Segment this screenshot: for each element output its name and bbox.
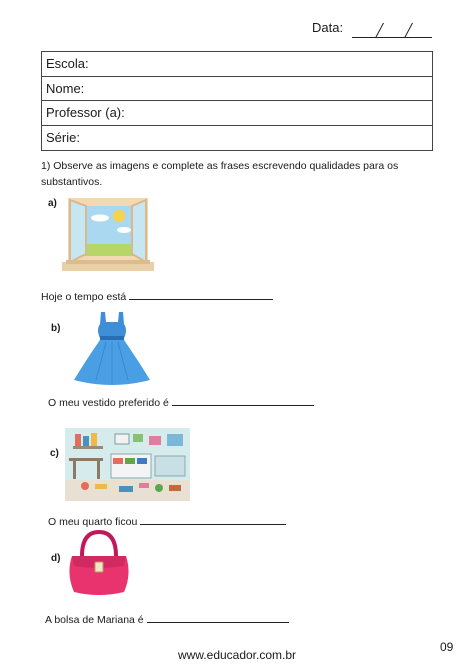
school-field[interactable] [42,52,432,77]
item-b-text: O meu vestido preferido é [48,397,169,409]
name-label: Nome: [46,80,85,96]
item-d-sentence [45,613,289,626]
item-d-letter: d) [51,553,61,564]
footer-url[interactable]: www.educador.com.br [177,648,297,662]
teacher-label: Professor (a): [46,105,125,120]
item-b-sentence [48,396,314,409]
exercise-instruction: 1) Observe as imagens e complete as frases escrevendo qualidades para os substantivos. [41,160,399,188]
item-c-text: O meu quarto ficou [48,516,138,528]
date-field[interactable] [352,37,432,38]
school-label: Escola: [46,56,89,71]
item-c-answer-blank[interactable] [140,515,286,525]
item-c-letter: c) [50,448,59,459]
name-field[interactable] [42,77,432,102]
grade-label: Série: [46,129,80,145]
date-separator-2 [404,23,413,38]
date-separator-1 [375,23,384,38]
item-a-text: Hoje o tempo está [41,291,127,303]
student-info-table [41,51,433,151]
item-a-letter: a) [48,198,57,209]
window-sunny-icon [62,196,154,274]
item-d-answer-blank[interactable] [147,613,289,623]
item-a-sentence [41,290,273,303]
date-label: Data: [312,20,344,35]
item-c-sentence [48,515,286,528]
item-a-answer-blank[interactable] [129,290,273,300]
grade-field[interactable] [42,126,432,151]
pink-handbag-icon [64,530,134,598]
item-b-letter: b) [51,323,61,334]
item-b-answer-blank[interactable] [172,396,314,406]
messy-room-icon [65,428,190,501]
item-d-text: A bolsa de Mariana é [45,614,144,626]
blue-dress-icon [72,310,152,386]
teacher-field[interactable] [42,101,432,126]
page-number: 09 [440,640,454,654]
